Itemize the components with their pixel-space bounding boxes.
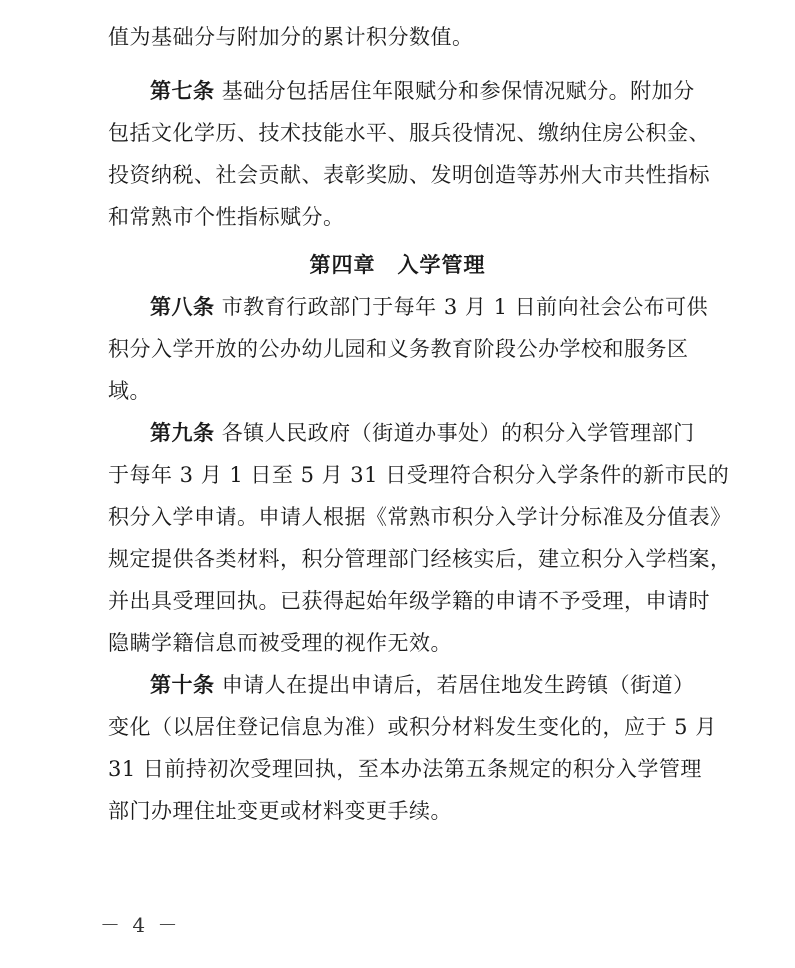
article-9-line-4: 规定提供各类材料，积分管理部门经核实后，建立积分入学档案， [108, 547, 732, 571]
article-7-text: 基础分包括居住年限赋分和参保情况赋分。附加分 [221, 79, 695, 103]
article-7-heading: 第七条 [150, 78, 215, 103]
article-10-line-1 [150, 670, 698, 700]
article-9-text: 各镇人民政府（街道办事处）的积分入学管理部门 [221, 421, 695, 445]
chapter-number: 第四章 [309, 252, 376, 277]
article-8-heading: 第八条 [150, 294, 215, 319]
article-7-line-2: 包括文化学历、技术技能水平、服兵役情况、缴纳住房公积金、 [108, 121, 710, 145]
article-9-line-3: 积分入学申请。申请人根据《常熟市积分入学计分标准及分值表》 [108, 505, 732, 529]
article-9-heading: 第九条 [150, 420, 215, 445]
chapter-title: 入学管理 [397, 252, 486, 277]
article-8-text: 市教育行政部门于每年 3 月 1 日前向社会公布可供 [221, 295, 709, 319]
article-10-line-4: 部门办理住址变更或材料变更手续。 [108, 799, 452, 823]
article-9-line-1 [150, 418, 698, 448]
article-7-line-1 [150, 76, 698, 106]
article-7-line-3: 投资纳税、社会贡献、表彰奖励、发明创造等苏州大市共性指标 [108, 163, 710, 187]
article-9-line-2: 于每年 3 月 1 日至 5 月 31 日受理符合积分入学条件的新市民的 [108, 463, 730, 487]
article-10-text: 申请人在提出申请后，若居住地发生跨镇（街道） [221, 673, 695, 697]
article-10-heading: 第十条 [150, 672, 215, 697]
article-8-line-2: 积分入学开放的公办幼儿园和义务教育阶段公办学校和服务区 [108, 337, 689, 361]
article-7-line-4: 和常熟市个性指标赋分。 [108, 205, 345, 229]
paragraph-line: 值为基础分与附加分的累计积分数值。 [108, 25, 474, 49]
article-10-line-2: 变化（以居住登记信息为准）或积分材料发生变化的，应于 5 月 [108, 715, 717, 739]
chapter-heading [0, 250, 795, 280]
article-9-line-6: 隐瞒学籍信息而被受理的视作无效。 [108, 631, 452, 655]
article-9-line-5: 并出具受理回执。已获得起始年级学籍的申请不予受理，申请时 [108, 589, 710, 613]
article-10-line-3: 31 日前持初次受理回执，至本办法第五条规定的积分入学管理 [108, 757, 702, 781]
page-number: － 4 － [100, 913, 181, 937]
article-8-line-1 [150, 292, 709, 322]
article-8-line-3: 域。 [108, 379, 151, 403]
